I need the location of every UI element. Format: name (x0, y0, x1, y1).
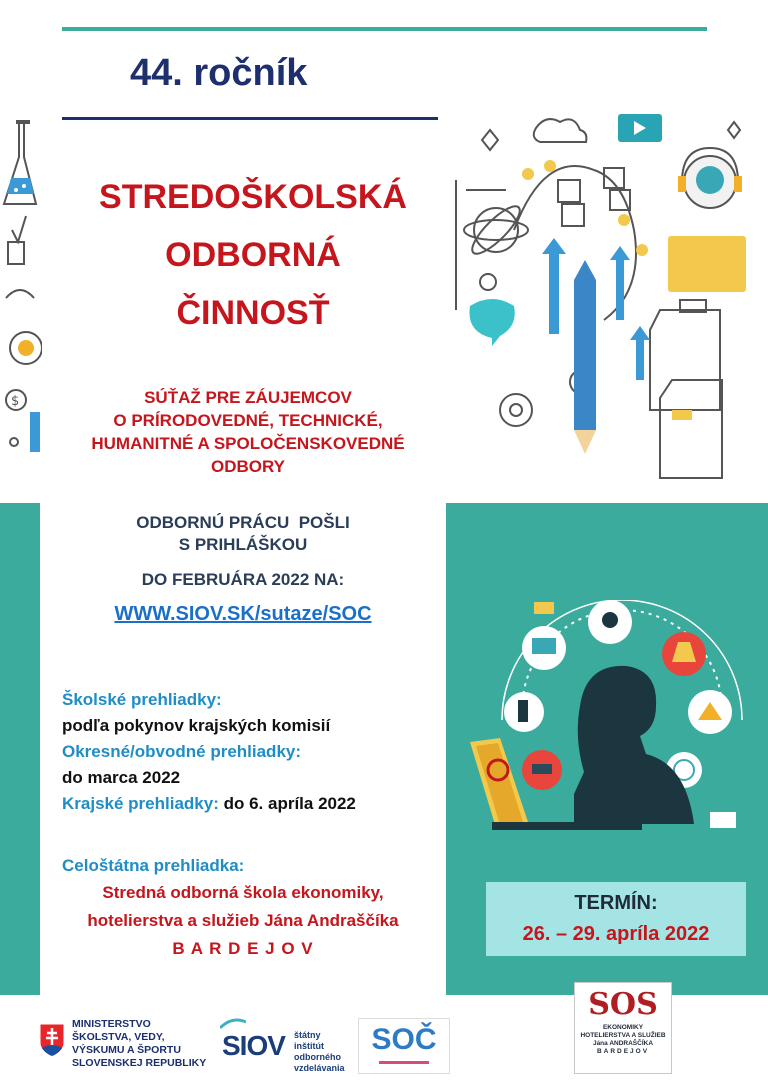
top-accent-bar (62, 27, 707, 31)
school-line-3: Jána ANDRAŠČÍKA (592, 1040, 654, 1047)
submission-line-1: ODBORNÚ PRÁCU POŠLI (136, 513, 350, 532)
subtitle-line-1: SÚŤAŽ PRE ZÁUJEMCOV (144, 388, 352, 407)
content-panel (40, 0, 446, 995)
heading-divider (62, 117, 438, 120)
school-rounds-value: podľa pokynov krajských komisií (62, 716, 331, 735)
ministry-line-1: MINISTERSTVO (72, 1018, 151, 1030)
student-laptop-illustration (462, 600, 752, 836)
regional-rounds-label: Krajské prehliadky: (62, 794, 219, 813)
district-rounds-label: Okresné/obvodné prehliadky: (62, 742, 302, 761)
svg-text:$: $ (11, 394, 20, 409)
school-emblem: SOS (588, 987, 658, 1022)
subtitle-line-3: HUMANITNÉ A SPOLOČENSKOVEDNÉ (91, 434, 405, 453)
education-doodle-illustration (446, 110, 768, 502)
subtitle-line-4: ODBORY (211, 457, 285, 476)
regional-rounds-value: do 6. apríla 2022 (223, 794, 356, 813)
district-rounds-value: do marca 2022 (62, 768, 181, 787)
national-round-label: Celoštátna prehliadka: (62, 856, 245, 875)
submission-instructions (40, 512, 446, 556)
slovak-coat-of-arms-icon (38, 1022, 66, 1056)
venue-line-1: Stredná odborná škola ekonomiky, (102, 883, 384, 902)
ministry-logo (38, 1018, 212, 1074)
school-logo (574, 982, 672, 1074)
siov-wordmark: SIOV (222, 1030, 285, 1061)
soc-wordmark: SOČ (371, 1023, 437, 1056)
submission-deadline: DO FEBRUÁRA 2022 NA: (141, 570, 345, 589)
siov-logo (218, 1018, 350, 1074)
school-line-4: BARDEJOV (596, 1048, 650, 1055)
schedule-list (62, 687, 356, 817)
ministry-line-4: SLOVENSKEJ REPUBLIKY (72, 1057, 207, 1069)
date-box (486, 882, 746, 956)
submission-link[interactable]: WWW.SIOV.SK/sutaze/SOC (114, 603, 372, 625)
ministry-line-2: ŠKOLSTVA, VEDY, (72, 1031, 165, 1043)
siov-swoosh-icon (220, 1018, 246, 1030)
school-line-2: HOTELIERSTVA A SLUŽIEB (580, 1032, 666, 1039)
title-line-3: ČINNOSŤ (176, 294, 330, 332)
competition-subtitle (48, 386, 448, 478)
ministry-line-3: VÝSKUMU A ŠPORTU (72, 1044, 181, 1056)
siov-line-1: štátny inštitút (294, 1030, 324, 1051)
school-line-1: EKONOMIKY (602, 1024, 644, 1031)
siov-line-3: vzdelávania (294, 1063, 345, 1073)
edition-heading: 44. ročník (130, 52, 308, 94)
science-doodle-left-illustration (0, 112, 42, 462)
soc-underline (379, 1061, 429, 1064)
subtitle-line-2: O PRÍRODOVEDNÉ, TECHNICKÉ, (113, 411, 383, 430)
date-range: 26. – 29. apríla 2022 (522, 923, 710, 945)
venue-line-2: hotelierstva a služieb Jána Andraščíka (87, 911, 399, 930)
date-label: TERMÍN: (574, 892, 658, 914)
siov-line-2: odborného (294, 1052, 341, 1062)
title-line-1: STREDOŠKOLSKÁ (99, 178, 407, 216)
submission-line-2: S PRIHLÁŠKOU (178, 535, 308, 554)
soc-logo (358, 1018, 450, 1074)
school-rounds-label: Školské prehliadky: (62, 690, 222, 709)
competition-title (52, 168, 454, 342)
title-line-2: ODBORNÁ (165, 236, 341, 274)
national-venue (40, 879, 446, 963)
venue-city: B A R D E J O V (172, 939, 314, 958)
